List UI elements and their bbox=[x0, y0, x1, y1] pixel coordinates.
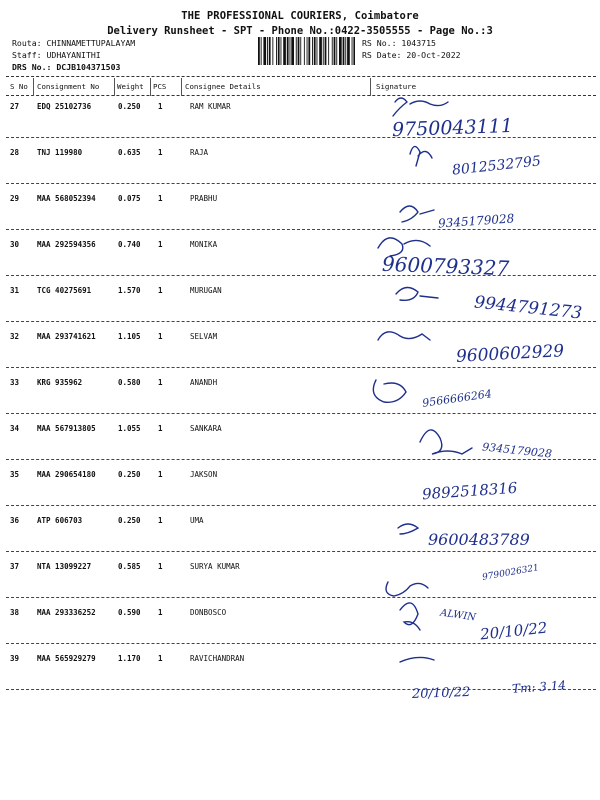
cell-pcs: 1 bbox=[158, 194, 163, 203]
cell-weight: 0.740 bbox=[118, 240, 141, 249]
cell-consignee: MONIKA bbox=[190, 240, 218, 249]
barcode-image bbox=[258, 37, 355, 65]
cell-weight: 0.635 bbox=[118, 148, 141, 157]
cell-weight: 0.580 bbox=[118, 378, 141, 387]
signature-mark bbox=[398, 524, 418, 534]
handwritten-phone: 8012532795 bbox=[451, 153, 542, 179]
cell-pcs: 1 bbox=[158, 608, 163, 617]
runsheet-title: Delivery Runsheet - SPT - Phone No.:0422-3505555 - Page No.:3 bbox=[107, 25, 493, 37]
handwritten-phone: 9750043111 bbox=[391, 114, 514, 142]
col-divider bbox=[33, 78, 34, 96]
col-divider bbox=[150, 78, 151, 96]
handwritten-phone: 9600793327 bbox=[381, 251, 510, 281]
signature-mark bbox=[400, 603, 420, 630]
cell-pcs: 1 bbox=[158, 286, 163, 295]
cell-consignee: SANKARA bbox=[190, 424, 222, 433]
signature-mark bbox=[396, 287, 438, 300]
handwritten-phone: 9600483789 bbox=[428, 530, 530, 549]
col-divider bbox=[114, 78, 115, 96]
cell-pcs: 1 bbox=[158, 148, 163, 157]
cell-consignment: ATP 606703 bbox=[37, 516, 83, 525]
cell-sno: 37 bbox=[10, 562, 20, 571]
cell-pcs: 1 bbox=[158, 562, 163, 571]
cell-pcs: 1 bbox=[158, 332, 163, 341]
cell-consignee: MURUGAN bbox=[190, 286, 222, 295]
cell-consignment: EDQ 25102736 bbox=[37, 102, 92, 111]
cell-sno: 36 bbox=[10, 516, 20, 525]
cell-consignee: RAVICHANDRAN bbox=[190, 654, 245, 663]
signature-mark bbox=[410, 146, 432, 166]
col-header-weight: Weight bbox=[117, 82, 144, 91]
handwritten-phone: 9790026321 bbox=[481, 563, 540, 583]
cell-sno: 28 bbox=[10, 148, 20, 157]
cell-pcs: 1 bbox=[158, 424, 163, 433]
signature-mark bbox=[400, 206, 434, 222]
signature-mark bbox=[393, 98, 448, 116]
cell-consignee: UMA bbox=[190, 516, 204, 525]
handwritten-phone: 9345179028 bbox=[437, 211, 515, 231]
signature-mark bbox=[420, 430, 472, 454]
cell-weight: 1.105 bbox=[118, 332, 141, 341]
signature-mark bbox=[373, 380, 406, 402]
drs-number: DRS No.: DCJB104371503 bbox=[12, 62, 121, 72]
handwritten-note: ALWIN bbox=[439, 607, 477, 624]
handwritten-phone: 9600602929 bbox=[455, 341, 565, 367]
col-header-sno: S No bbox=[10, 82, 28, 91]
cell-consignment: MAA 292594356 bbox=[37, 240, 96, 249]
cell-consignment: KRG 935962 bbox=[37, 378, 83, 387]
cell-consignment: MAA 293741621 bbox=[37, 332, 96, 341]
col-header-consignee: Consignee Details bbox=[185, 82, 261, 91]
cell-consignment: MAA 290654180 bbox=[37, 470, 96, 479]
rs-number: RS No.: 1043715 bbox=[362, 38, 436, 48]
cell-weight: 0.250 bbox=[118, 516, 141, 525]
company-title: THE PROFESSIONAL COURIERS, Coimbatore bbox=[181, 10, 419, 22]
cell-sno: 38 bbox=[10, 608, 20, 617]
cell-sno: 31 bbox=[10, 286, 20, 295]
cell-consignee: DONBOSCO bbox=[190, 608, 227, 617]
staff-label: Staff: UDHAYANITHI bbox=[12, 50, 101, 60]
cell-consignee: RAJA bbox=[190, 148, 209, 157]
cell-consignment: NTA 13099227 bbox=[37, 562, 92, 571]
cell-consignment: TNJ 119980 bbox=[37, 148, 83, 157]
handwritten-phone: 9944791273 bbox=[473, 292, 583, 324]
cell-consignment: MAA 568052394 bbox=[37, 194, 96, 203]
cell-consignee: SELVAM bbox=[190, 332, 218, 341]
cell-sno: 27 bbox=[10, 102, 20, 111]
col-header-signature: Signature bbox=[376, 82, 417, 91]
handwritten-phone: 9892518316 bbox=[421, 478, 518, 504]
cell-pcs: 1 bbox=[158, 470, 163, 479]
handwritten-note: Tm: 3.14 bbox=[511, 678, 567, 696]
cell-weight: 1.570 bbox=[118, 286, 141, 295]
signature-strokes bbox=[360, 96, 600, 716]
cell-sno: 34 bbox=[10, 424, 20, 433]
cell-weight: 0.585 bbox=[118, 562, 141, 571]
col-header-pcs: PCS bbox=[153, 82, 167, 91]
col-header-consignment: Consignment No bbox=[37, 82, 100, 91]
cell-consignee: JAKSON bbox=[190, 470, 218, 479]
cell-weight: 0.250 bbox=[118, 102, 141, 111]
cell-sno: 33 bbox=[10, 378, 20, 387]
header-divider-top bbox=[6, 76, 596, 77]
handwritten-phone: 9566666264 bbox=[421, 387, 493, 410]
handwritten-phone: 9345179028 bbox=[481, 440, 553, 461]
cell-consignment: MAA 293336252 bbox=[37, 608, 96, 617]
cell-consignment: MAA 567913805 bbox=[37, 424, 96, 433]
cell-sno: 39 bbox=[10, 654, 20, 663]
cell-consignee: RAM KUMAR bbox=[190, 102, 231, 111]
cell-consignment: MAA 565929279 bbox=[37, 654, 96, 663]
cell-weight: 1.055 bbox=[118, 424, 141, 433]
col-divider bbox=[181, 78, 182, 96]
cell-weight: 0.590 bbox=[118, 608, 141, 617]
cell-sno: 29 bbox=[10, 194, 20, 203]
cell-pcs: 1 bbox=[158, 378, 163, 387]
cell-weight: 0.250 bbox=[118, 470, 141, 479]
handwritten-date: 20/10/22 bbox=[411, 684, 471, 703]
signature-mark bbox=[378, 332, 430, 340]
cell-consignee: SURYA KUMAR bbox=[190, 562, 240, 571]
cell-sno: 30 bbox=[10, 240, 20, 249]
signature-mark bbox=[400, 657, 434, 662]
rs-date: RS Date: 20-Oct-2022 bbox=[362, 50, 461, 60]
cell-pcs: 1 bbox=[158, 102, 163, 111]
cell-weight: 0.075 bbox=[118, 194, 141, 203]
cell-consignment: TCG 40275691 bbox=[37, 286, 92, 295]
route-label: Routa: CHINNAMETTUPALAYAM bbox=[12, 38, 136, 48]
cell-pcs: 1 bbox=[158, 240, 163, 249]
cell-weight: 1.170 bbox=[118, 654, 141, 663]
cell-consignee: PRABHU bbox=[190, 194, 218, 203]
col-divider bbox=[370, 78, 371, 96]
cell-consignee: ANANDH bbox=[190, 378, 218, 387]
cell-pcs: 1 bbox=[158, 654, 163, 663]
cell-pcs: 1 bbox=[158, 516, 163, 525]
cell-sno: 35 bbox=[10, 470, 20, 479]
handwritten-date: 20/10/22 bbox=[479, 618, 549, 644]
signature-mark bbox=[386, 582, 428, 596]
cell-sno: 32 bbox=[10, 332, 20, 341]
